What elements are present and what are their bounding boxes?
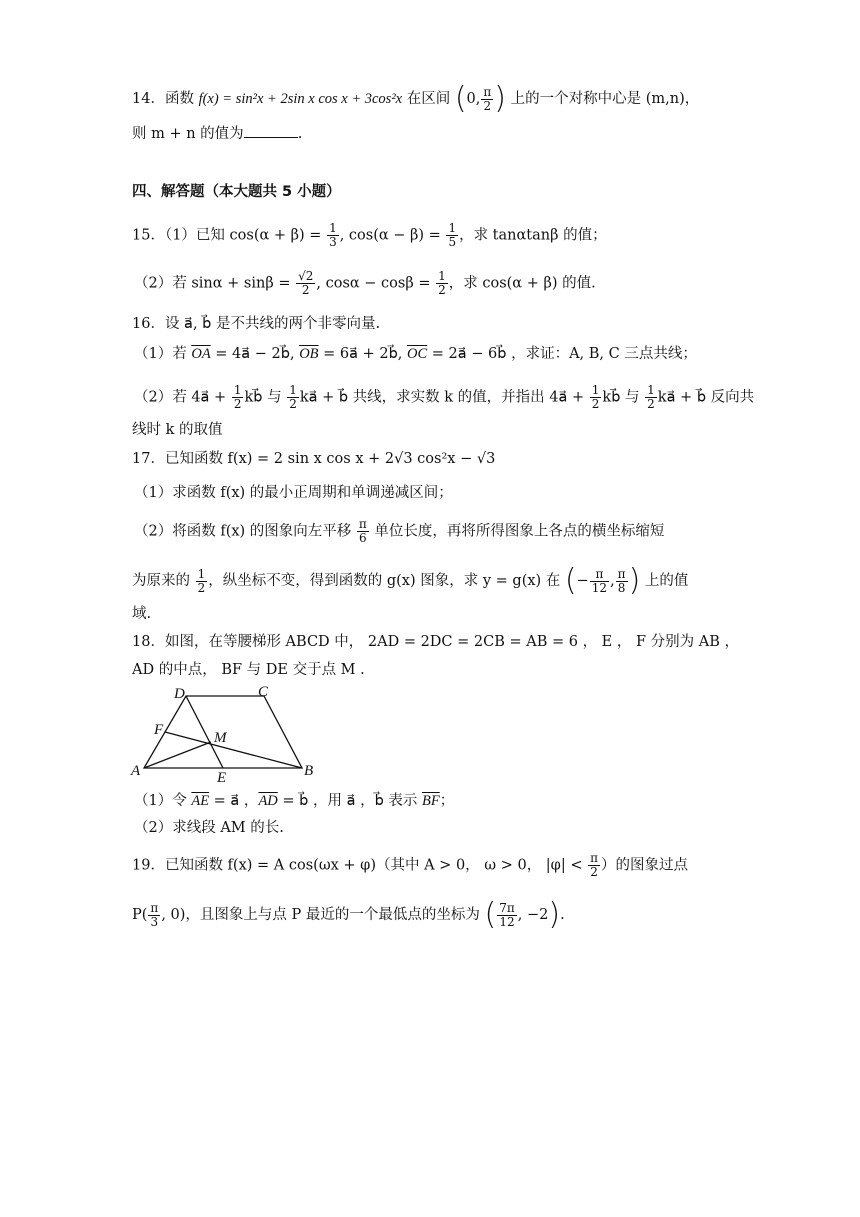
label-f: F	[154, 722, 164, 738]
segment-am	[144, 742, 211, 768]
frac-den: 2	[591, 397, 600, 411]
q14-formula: f(x) = sin²x + 2sin x cos x + 3cos²x	[198, 91, 403, 107]
frac-den: 2	[647, 397, 655, 411]
q17-text: 上的值	[640, 573, 689, 589]
q18-line4: （2）求线段 AM 的长.	[134, 820, 284, 836]
paren-open: (	[484, 897, 497, 932]
q14-text: 在区间	[402, 91, 455, 107]
q16-line4: 线时 k 的取值	[132, 422, 223, 438]
q14-text: 上的一个对称中心是 (m,n)，	[506, 91, 700, 107]
q16-text: kb⃗ 与	[244, 389, 287, 406]
paren-close: )	[548, 897, 561, 932]
q17-text: ，纵坐标不变，得到函数的 g(x) 图象，求 y = g(x) 在	[208, 573, 565, 589]
frac-den: 2	[197, 580, 206, 595]
q16-text: ka⃗ + b⃗ 反向共	[657, 389, 755, 406]
q14-text: .	[297, 126, 303, 142]
q18-text: （1）令	[134, 793, 192, 809]
q14-interval: 0,	[466, 91, 481, 107]
frac-num: π	[590, 851, 598, 865]
q16-text: （1）若	[134, 346, 192, 362]
frac-den: 3	[329, 235, 337, 249]
q15-text: ，求 cos(α + β) 的值.	[448, 275, 596, 292]
minus-sign: −	[576, 573, 589, 589]
paren-close: )	[628, 563, 641, 598]
q17-interval-lo	[590, 568, 609, 595]
q18-text: = a⃗ ，	[209, 793, 259, 809]
q15-text: , cos(α − β) =	[339, 227, 446, 244]
q17-line4: 为原来的 $\frac{1}{2}$ ，纵坐标不变，得到函数的 g(x) 图象，求 y = g(x) 在 (− $\frac{\pi}{12}$ , $\frac{\pi}{8}$ ) 上的值	[132, 563, 689, 598]
q17-line2: （1）求函数 f(x) 的最小正周期和单调递减区间；	[134, 485, 453, 501]
q19-phi-frac	[588, 852, 600, 879]
q15-frac3	[296, 270, 315, 297]
frac-den: 5	[448, 235, 457, 249]
q15-line2	[134, 270, 596, 297]
vector-ae: $\overline{AE}$	[191, 793, 210, 809]
q16-half4	[645, 384, 657, 411]
q16-line2	[134, 344, 697, 364]
q14-frac	[481, 86, 493, 113]
frac-num: 1	[329, 221, 337, 235]
q18-line3	[134, 791, 454, 811]
q16-text: = 6a⃗ + 2b⃗,	[318, 346, 408, 362]
label-a: A	[131, 763, 141, 779]
frac-den: 2	[289, 397, 297, 411]
q19-text: 19．已知函数 f(x) = A cos(ωx + φ)（其中 A > 0， ω > 0， |φ| <	[132, 857, 588, 874]
q18-text: = b⃗ ，用 a⃗ ，b⃗ 表示	[277, 793, 422, 809]
frac-den: 2	[301, 283, 310, 297]
vector-ad: $\overline{AD}$	[258, 793, 278, 809]
q14-line2	[132, 124, 302, 144]
label-e: E	[217, 770, 227, 782]
q19-min-frac	[497, 902, 517, 929]
q15-text: ，求 tanαtanβ 的值；	[459, 227, 607, 244]
label-m: M	[214, 730, 227, 746]
frac-num: 7π	[499, 900, 515, 915]
vector-ob: $\overline{OB}$	[299, 346, 319, 362]
q14-text: 14．函数	[132, 91, 199, 107]
q19-line1	[132, 852, 688, 879]
frac-num: 1	[438, 269, 446, 283]
vector-oc: $\overline{OC}$	[407, 346, 428, 362]
paren-open: (	[454, 81, 467, 116]
q16-text: = 4a⃗ − 2b⃗,	[210, 346, 300, 362]
q17-interval-hi	[616, 568, 628, 595]
frac-num: 1	[448, 221, 457, 235]
label-b: B	[304, 763, 314, 779]
frac-num: π	[590, 568, 609, 582]
frac-num: 1	[647, 383, 655, 397]
frac-num: π	[358, 517, 367, 531]
q19-text: P(	[132, 907, 148, 923]
q17-text: 为原来的	[132, 573, 195, 589]
q16-text: （2）若 4a⃗ +	[134, 389, 231, 406]
frac-den: 2	[233, 397, 242, 411]
frac-num: π	[483, 84, 492, 99]
frac-num: √2	[298, 269, 314, 283]
q15-frac1	[327, 222, 339, 249]
frac-num: 1	[197, 566, 206, 581]
q17-line1: 17．已知函数 f(x) = 2 sin x cos x + 2√3 cos²x − √3	[132, 451, 496, 467]
q16-half1	[232, 384, 244, 411]
q15-frac4	[436, 270, 448, 297]
q19-line2	[132, 897, 565, 932]
vector-oa: $\overline{OA}$	[191, 346, 211, 362]
frac-den: 2	[483, 98, 492, 113]
frac-den: 2	[590, 865, 598, 879]
q19-p-frac	[148, 902, 160, 929]
frac-num: 1	[591, 383, 600, 397]
q16-text: ka⃗ + b⃗ 共线，求实数 k 的值，并指出 4a⃗ +	[299, 389, 589, 406]
section-title: 四、解答题（本大题共 5 小题）	[132, 184, 341, 200]
frac-num: π	[617, 566, 626, 581]
q16-half2	[287, 384, 299, 411]
frac-den: 3	[150, 914, 159, 929]
paren-open: (	[564, 563, 577, 598]
q19-text: ）的图象过点	[600, 857, 688, 874]
q17-shift-frac	[357, 518, 369, 545]
q15-text: 15．（1）已知 cos(α + β) =	[132, 227, 327, 244]
q16-line3	[134, 384, 754, 411]
frac-num: 1	[233, 383, 242, 397]
q15-text: , cosα − cosβ =	[316, 275, 436, 292]
q18-text: ；	[439, 793, 455, 809]
q17-text: 单位长度，再将所得图象上各点的横坐标缩短	[369, 523, 665, 540]
frac-den: 12	[499, 914, 515, 929]
q14-line1	[132, 81, 700, 116]
q19-text: , −2	[517, 907, 549, 923]
frac-den: 8	[617, 580, 626, 595]
frac-den: 12	[591, 580, 608, 595]
trapezoid-figure	[128, 682, 328, 782]
q19-text: .	[560, 907, 565, 923]
q14-text: 则 m + n 的值为	[132, 126, 244, 142]
q16-text: = 2a⃗ − 6b⃗ ，求证：A, B, C 三点共线；	[427, 346, 697, 362]
q17-ratio-frac	[196, 568, 208, 595]
q18-line2: AD 的中点， BF 与 DE 交于点 M .	[132, 662, 365, 678]
q16-line1: 16．设 a⃗, b⃗ 是不共线的两个非零向量.	[132, 316, 381, 332]
label-d: D	[174, 686, 185, 702]
q17-text: （2）将函数 f(x) 的图象向左平移	[134, 523, 356, 540]
q19-text: , 0)，且图象上与点 P 最近的一个最低点的坐标为	[161, 907, 485, 923]
q16-half3	[590, 384, 602, 411]
frac-num: 1	[289, 383, 297, 397]
vector-bf: $\overline{BF}$	[422, 793, 440, 809]
frac-den: 6	[359, 531, 367, 545]
q17-line5: 域.	[132, 606, 152, 622]
q16-text: kb⃗ 与	[602, 389, 645, 406]
q17-line3	[134, 518, 664, 545]
paren-close: )	[494, 81, 506, 116]
frac-den: 2	[438, 283, 446, 297]
q18-line1: 18．如图，在等腰梯形 ABCD 中， 2AD = 2DC = 2CB = AB = 6 ， E ， F 分别为 AB ，	[132, 634, 739, 650]
segment-bf	[165, 732, 302, 768]
answer-blank	[244, 125, 298, 138]
label-c: C	[258, 684, 269, 700]
frac-num: π	[150, 900, 159, 915]
q15-frac2	[446, 222, 458, 249]
q15-line1	[132, 222, 607, 249]
q15-text: （2）若 sinα + sinβ =	[134, 275, 296, 292]
